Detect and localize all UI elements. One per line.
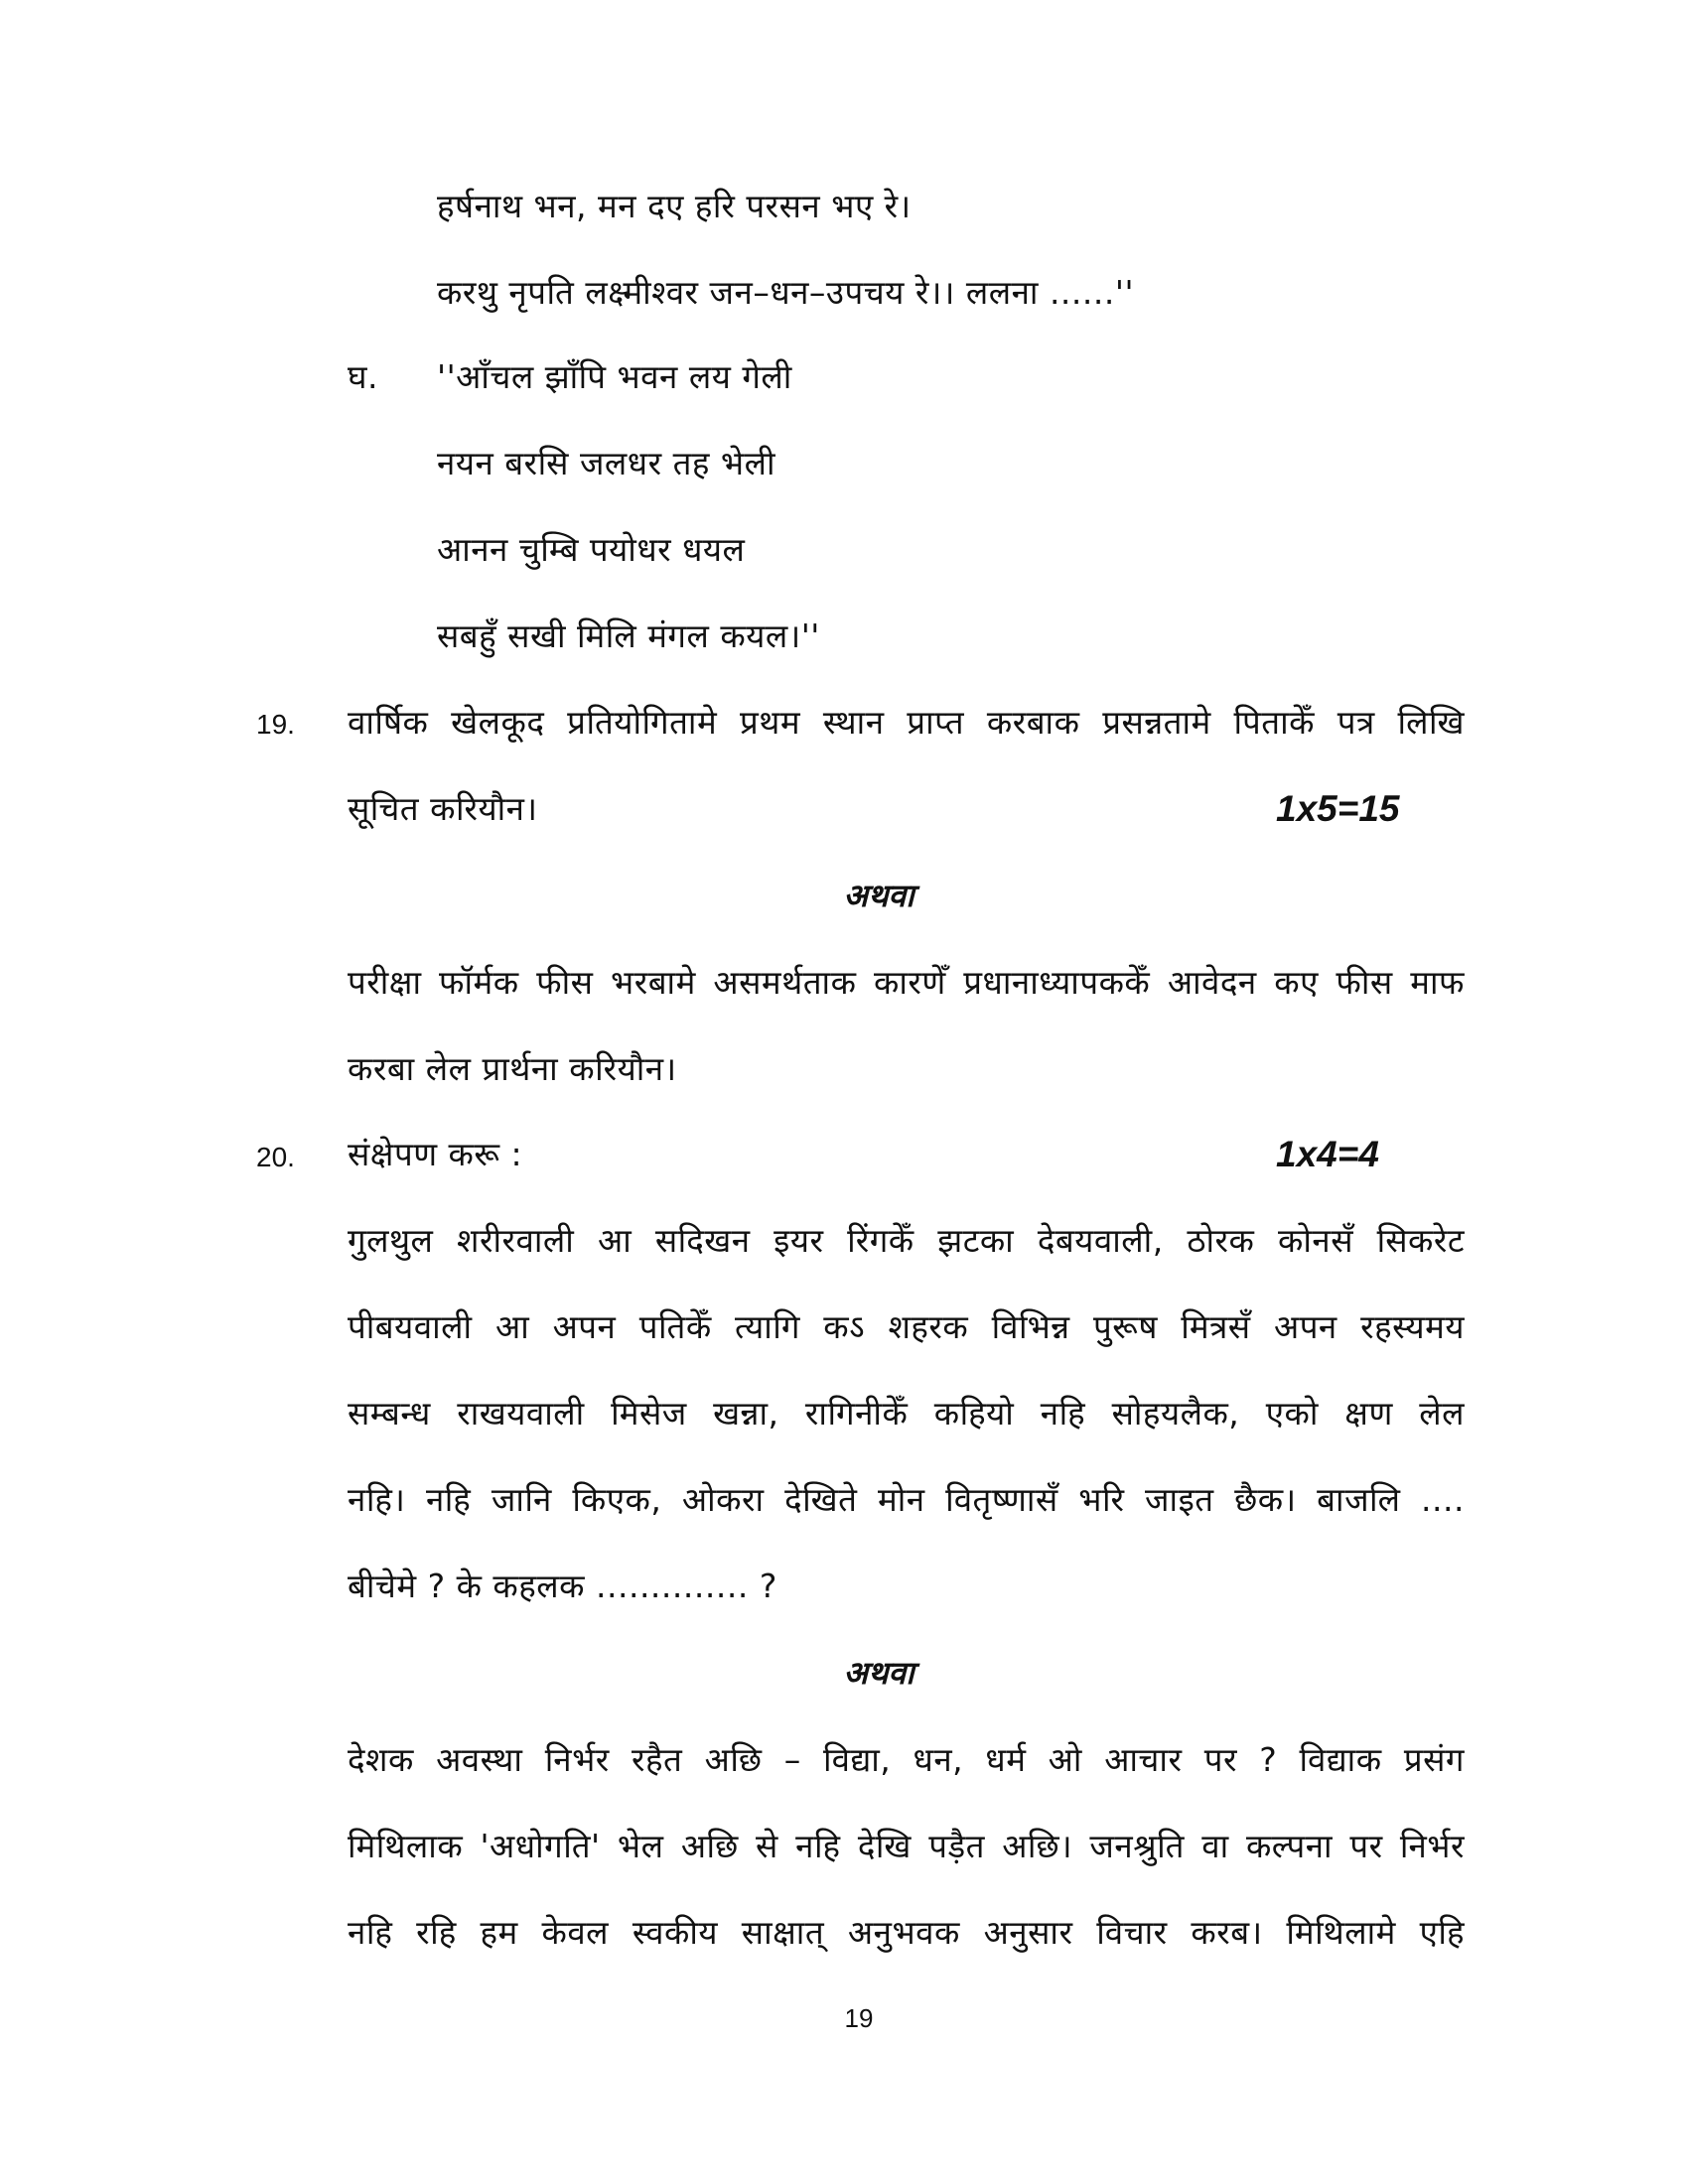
poem-line: ''आँचल झाँपि भवन लय गेली bbox=[437, 357, 792, 396]
or-separator: अथवा bbox=[843, 1654, 914, 1692]
question-number: 19. bbox=[256, 709, 295, 740]
alternate-passage-line: मिथिलाक 'अधोगति' भेल अछि से नहि देखि पड़ैत अछि। जनश्रुति वा कल्पना पर निर्भर bbox=[348, 1827, 1465, 1865]
section-label: घ. bbox=[348, 357, 378, 396]
alternate-question-text: परीक्षा फॉर्मक फीस भरबामे असमर्थताक कारणेँ प्रधानाध्यापककेँ आवेदन कए फीस माफ bbox=[348, 963, 1465, 1002]
marks-label: 1x4=4 bbox=[1276, 1134, 1379, 1174]
poem-line: करथु नृपति लक्ष्मीश्वर जन–धन–उपचय रे।। ललना ......'' bbox=[437, 273, 1135, 312]
poem-line: हर्षनाथ भन, मन दए हरि परसन भए रे। bbox=[437, 187, 912, 225]
alternate-question-text: करबा लेल प्रार्थना करियौन। bbox=[348, 1049, 677, 1088]
marks-label: 1x5=15 bbox=[1276, 788, 1400, 829]
passage-line: नहि। नहि जानि किएक, ओकरा देखिते मोन वितृष्णासँ भरि जाइत छैक। बाजलि .... bbox=[348, 1480, 1465, 1519]
page-number: 19 bbox=[844, 2003, 874, 2033]
question-number: 20. bbox=[256, 1142, 295, 1172]
poem-line: सबहुँ सखी मिलि मंगल कयल।'' bbox=[437, 616, 820, 655]
question-text: सूचित करियौन। bbox=[348, 789, 538, 828]
alternate-passage-line: नहि रहि हम केवल स्वकीय साक्षात् अनुभवक अनुसार विचार करब। मिथिलामे एहि bbox=[348, 1913, 1465, 1952]
or-separator: अथवा bbox=[843, 877, 914, 914]
passage-line: पीबयवाली आ अपन पतिकेँ त्यागि कऽ शहरक विभिन्न पुरूष मित्रसँ अपन रहस्यमय bbox=[348, 1307, 1465, 1346]
poem-line: आनन चुम्बि पयोधर धयल bbox=[437, 530, 746, 569]
passage-line: बीचेमे ? के कहलक .............. ? bbox=[348, 1567, 777, 1605]
passage-line: सम्बन्ध राखयवाली मिसेज खन्ना, रागिनीकेँ कहियो नहि सोहयलैक, एको क्षण लेल bbox=[348, 1394, 1465, 1433]
alternate-passage-line: देशक अवस्था निर्भर रहैत अछि – विद्या, धन, धर्म ओ आचार पर ? विद्याक प्रसंग bbox=[348, 1740, 1465, 1779]
poem-line: नयन बरसि जलधर तह भेली bbox=[437, 444, 776, 482]
passage-line: गुलथुल शरीरवाली आ सदिखन इयर रिंगकेँ झटका देबयवाली, ठोरक कोनसँ सिकरेट bbox=[348, 1221, 1465, 1260]
question-text: वार्षिक खेलकूद प्रतियोगितामे प्रथम स्थान प्राप्त करबाक प्रसन्नतामे पिताकेँ पत्र लिखि bbox=[348, 703, 1465, 742]
question-prompt: संक्षेपण करू : bbox=[348, 1135, 523, 1173]
